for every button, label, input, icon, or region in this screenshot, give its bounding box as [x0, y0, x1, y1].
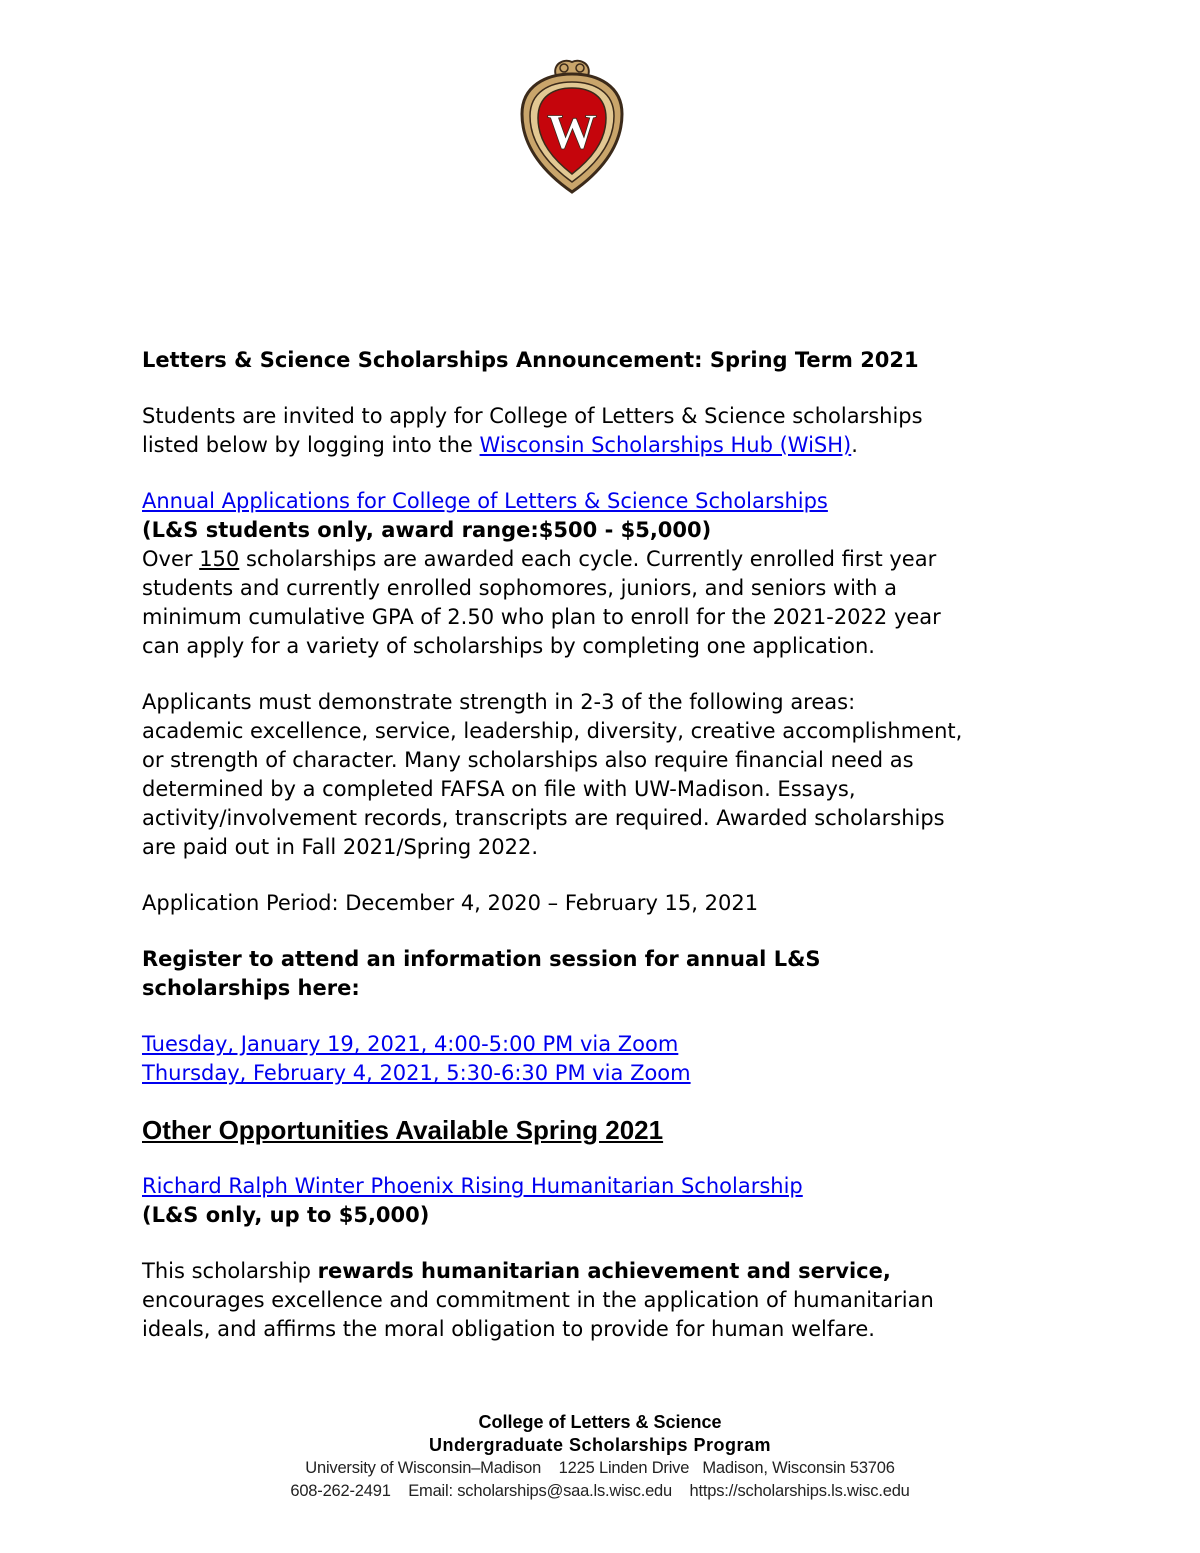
- annual-para2-line3: or strength of character. Many scholarships also require financial need as: [142, 748, 914, 772]
- page-title: Letters & Science Scholarships Announcement: Spring Term 2021: [142, 348, 919, 372]
- intro-line-1: Students are invited to apply for College of Letters & Science scholarships: [142, 404, 923, 428]
- footer-contact: 608-262-2491 Email: scholarships@saa.ls.wisc.edu https://scholarships.ls.wisc.edu: [290, 1482, 910, 1500]
- main-content: [142, 346, 1102, 1344]
- annual-subtitle: (L&S students only, award range:$500 - $5,000): [142, 518, 712, 542]
- intro-line-2: [142, 431, 1102, 460]
- annual-para2-line2: academic excellence, service, leadership, diversity, creative accomplishment,: [142, 719, 963, 743]
- other-opportunities-heading: Other Opportunities Available Spring 2021: [142, 1115, 664, 1145]
- intro-line-2-text: listed below by logging into the: [142, 433, 480, 457]
- annual-para2-line4: determined by a completed FAFSA on file with UW-Madison. Essays,: [142, 777, 856, 801]
- annual-para1-line4: can apply for a variety of scholarships by completing one application.: [142, 634, 875, 658]
- para1-text-b: scholarships are awarded each cycle. Currently enrolled first year: [239, 547, 937, 571]
- annual-para2-line5: activity/involvement records, transcripts are required. Awarded scholarships: [142, 806, 945, 830]
- session-link-thursday[interactable]: Thursday, February 4, 2021, 5:30-6:30 PM via Zoom: [142, 1061, 691, 1085]
- phoenix-desc-line2: encourages excellence and commitment in the application of humanitarian: [142, 1288, 934, 1312]
- footer-org: College of Letters & Science: [478, 1412, 722, 1432]
- footer-address: University of Wisconsin–Madison 1225 Linden Drive Madison, Wisconsin 53706: [305, 1459, 895, 1477]
- application-period: Application Period: December 4, 2020 – February 15, 2021: [142, 891, 759, 915]
- crest-letter: W: [547, 103, 597, 159]
- para1-text-a: Over: [142, 547, 200, 571]
- annual-para1-line1: [142, 545, 1102, 574]
- annual-para1-line2: students and currently enrolled sophomores, juniors, and seniors with a: [142, 576, 898, 600]
- scholarship-count: 150: [199, 547, 240, 571]
- intro-period: .: [851, 433, 858, 457]
- desc-comma: ,: [882, 1259, 891, 1283]
- page-footer: [0, 1411, 1200, 1503]
- annual-applications-link[interactable]: Annual Applications for College of Letters & Science Scholarships: [142, 489, 828, 513]
- annual-para2-line6: are paid out in Fall 2021/Spring 2022.: [142, 835, 539, 859]
- register-heading-line1: Register to attend an information session for annual L&S: [142, 947, 821, 971]
- annual-para2-line1: Applicants must demonstrate strength in 2-3 of the following areas:: [142, 690, 856, 714]
- phoenix-scholarship-link[interactable]: Richard Ralph Winter Phoenix Rising Humanitarian Scholarship: [142, 1174, 803, 1198]
- phoenix-desc-line1: [142, 1257, 1102, 1286]
- desc-bold: rewards humanitarian achievement and service: [317, 1259, 883, 1283]
- phoenix-desc-line3: ideals, and affirms the moral obligation to provide for human welfare.: [142, 1317, 875, 1341]
- annual-para1-line3: minimum cumulative GPA of 2.50 who plan to enroll for the 2021-2022 year: [142, 605, 941, 629]
- uw-crest-logo: [516, 56, 628, 196]
- footer-program: Undergraduate Scholarships Program: [428, 1435, 772, 1455]
- register-heading-line2: scholarships here:: [142, 976, 360, 1000]
- wish-link[interactable]: Wisconsin Scholarships Hub (WiSH): [479, 433, 852, 457]
- desc-text-a: This scholarship: [142, 1259, 318, 1283]
- session-link-tuesday[interactable]: Tuesday, January 19, 2021, 4:00-5:00 PM via Zoom: [142, 1032, 679, 1056]
- phoenix-scholarship-subtitle: (L&S only, up to $5,000): [142, 1203, 430, 1227]
